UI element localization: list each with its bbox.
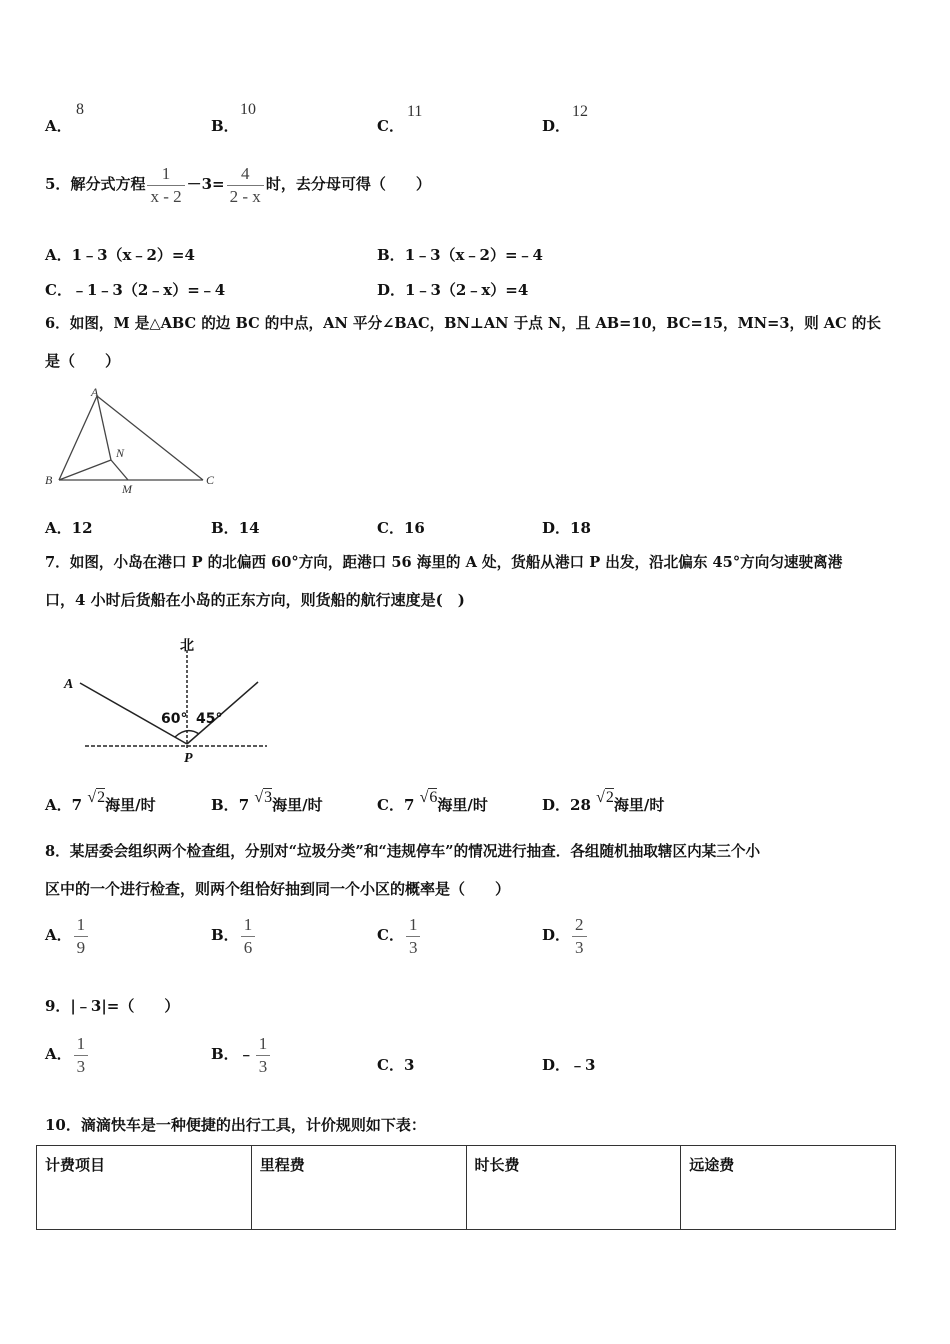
label-b: B bbox=[45, 473, 53, 487]
radicand: 6 bbox=[429, 789, 438, 806]
q9-option-c bbox=[377, 1055, 414, 1075]
q7-line-2: 口，4 小时后货船在小岛的正东方向，则货船的航行速度是( ) bbox=[45, 591, 465, 609]
q4-option-c-value: 11 bbox=[407, 103, 423, 120]
q6-line-1: 6．如图，M 是△ABC 的边 BC 的中点，AN 平分∠BAC，BN⊥AN 于点 N，且 AB=10，BC=15，MN=3，则 AC 的长 bbox=[45, 315, 881, 332]
q4-option-a-value: 8 bbox=[76, 101, 84, 118]
option-label: B． bbox=[211, 926, 239, 944]
sqrt-icon: √6 bbox=[419, 789, 438, 806]
option-text: 16 bbox=[403, 519, 425, 537]
denominator: x - 2 bbox=[147, 185, 184, 208]
q8-line-2: 区中的一个进行检查，则两个组恰好抽到同一个小区的概率是（ ） bbox=[45, 880, 511, 898]
unit: 海里/时 bbox=[105, 796, 156, 814]
option-label: C． bbox=[45, 281, 72, 299]
option-label: A． bbox=[45, 1045, 72, 1063]
option-label: A． bbox=[45, 519, 72, 537]
fraction bbox=[572, 914, 587, 959]
radicand: 2 bbox=[97, 789, 106, 806]
denominator: 9 bbox=[74, 936, 89, 959]
question-text: －3= bbox=[186, 175, 225, 193]
option-text: ﹣3 bbox=[570, 1056, 596, 1074]
fraction bbox=[227, 163, 264, 208]
option-label: D． bbox=[542, 1056, 571, 1074]
numerator: 1 bbox=[408, 914, 418, 934]
option-label: C． bbox=[377, 796, 404, 814]
table-header-cell: 计费项目 bbox=[37, 1146, 252, 1230]
sqrt-icon: √2 bbox=[87, 789, 106, 806]
q9-option-b bbox=[211, 1031, 272, 1078]
denominator: 6 bbox=[241, 936, 256, 959]
q9-option-d bbox=[542, 1055, 595, 1075]
option-label: A． bbox=[45, 117, 72, 135]
numerator: 1 bbox=[258, 1033, 268, 1053]
q5-question bbox=[45, 162, 431, 208]
option-label: A． bbox=[45, 246, 72, 264]
option-text: 1﹣3（x﹣2）=﹣4 bbox=[404, 246, 543, 264]
fraction bbox=[147, 163, 184, 208]
label-n: N bbox=[116, 446, 125, 460]
label-north: 北 bbox=[180, 638, 194, 654]
q4-option-a bbox=[45, 116, 72, 136]
table-header-row bbox=[37, 1146, 896, 1230]
option-label: C． bbox=[377, 1056, 404, 1074]
q4-option-b-value: 10 bbox=[240, 101, 256, 118]
unit: 海里/时 bbox=[272, 796, 323, 814]
radicand: 2 bbox=[605, 789, 614, 806]
triangle-figure bbox=[40, 385, 220, 500]
option-label: A． bbox=[45, 796, 72, 814]
unit: 海里/时 bbox=[437, 796, 488, 814]
bearing-figure bbox=[55, 630, 275, 770]
option-text: 1﹣3（2﹣x）=4 bbox=[405, 281, 529, 299]
q8-option-a bbox=[45, 912, 90, 959]
numerator: 4 bbox=[240, 163, 250, 183]
q6-option-c bbox=[377, 518, 425, 538]
denominator: 3 bbox=[256, 1055, 271, 1078]
option-label: B． bbox=[211, 519, 239, 537]
q5-option-c bbox=[45, 280, 225, 300]
table-header-cell: 里程费 bbox=[251, 1146, 466, 1230]
numerator: 1 bbox=[76, 1033, 86, 1053]
angle-60: 60° bbox=[161, 711, 188, 727]
numerator: 2 bbox=[575, 914, 584, 934]
unit: 海里/时 bbox=[613, 796, 665, 814]
option-label: B． bbox=[377, 246, 405, 264]
option-label: B． bbox=[211, 117, 239, 135]
numerator: 1 bbox=[76, 914, 86, 934]
angle-45: 45° bbox=[196, 711, 223, 727]
q6-line-2: 是（ ） bbox=[45, 352, 121, 370]
denominator: 2 - x bbox=[227, 185, 264, 208]
numerator: 1 bbox=[243, 914, 253, 934]
question-number: 5． bbox=[45, 175, 71, 193]
option-label: B． bbox=[211, 1045, 239, 1063]
option-text: ﹣1﹣3（2﹣x）=﹣4 bbox=[71, 281, 226, 299]
question-text: 解分式方程 bbox=[70, 175, 146, 193]
q7-option-a bbox=[45, 789, 156, 816]
coefficient: 7 bbox=[238, 796, 250, 814]
q10-question: 10．滴滴快车是一种便捷的出行工具，计价规则如下表： bbox=[45, 1116, 426, 1134]
denominator: 3 bbox=[572, 936, 587, 959]
sqrt-icon: √3 bbox=[254, 789, 273, 806]
q6-option-d bbox=[542, 518, 591, 538]
option-text: 14 bbox=[238, 519, 260, 537]
option-label: B． bbox=[211, 796, 239, 814]
label-a: A bbox=[64, 677, 74, 692]
fraction bbox=[256, 1033, 271, 1078]
q6-option-b bbox=[211, 518, 260, 538]
coefficient: 7 bbox=[71, 796, 83, 814]
option-text: 3 bbox=[403, 1056, 415, 1074]
coefficient: 7 bbox=[403, 796, 415, 814]
fraction bbox=[406, 914, 421, 959]
option-text: 1﹣3（x﹣2）=4 bbox=[71, 246, 195, 264]
q7-line-1: 7．如图，小岛在港口 P 的北偏西 60°方向，距港口 56 海里的 A 处，货船从港口 P 出发，沿北偏东 45°方向匀速驶离港 bbox=[45, 554, 843, 571]
q9-question: 9．|﹣3|=（ ） bbox=[45, 997, 180, 1015]
q8-option-d bbox=[542, 912, 589, 959]
denominator: 3 bbox=[406, 936, 421, 959]
label-a: A bbox=[91, 385, 99, 399]
option-label: D． bbox=[542, 519, 571, 537]
fraction bbox=[74, 1033, 89, 1078]
denominator: 3 bbox=[74, 1055, 89, 1078]
question-text: 时，去分母可得（ ） bbox=[265, 175, 431, 193]
q5-option-a bbox=[45, 245, 195, 265]
q9-option-a bbox=[45, 1031, 90, 1078]
label-m: M bbox=[122, 482, 132, 496]
option-label: C． bbox=[377, 117, 404, 135]
option-text: 12 bbox=[71, 519, 93, 537]
q4-option-b bbox=[211, 116, 239, 136]
option-label: D． bbox=[542, 926, 571, 944]
q8-option-c bbox=[377, 912, 422, 959]
option-label: D． bbox=[377, 281, 406, 299]
option-label: C． bbox=[377, 926, 404, 944]
q7-option-d bbox=[542, 789, 665, 816]
q6-option-a bbox=[45, 518, 93, 538]
pricing-table bbox=[36, 1145, 896, 1230]
q4-option-d bbox=[542, 116, 570, 136]
sqrt-icon: √2 bbox=[596, 789, 614, 806]
minus-sign: ﹣ bbox=[238, 1045, 254, 1063]
label-c: C bbox=[206, 473, 215, 487]
option-label: C． bbox=[377, 519, 404, 537]
coefficient: 28 bbox=[570, 796, 591, 814]
numerator: 1 bbox=[161, 163, 171, 183]
fraction bbox=[74, 914, 89, 959]
option-label: D． bbox=[542, 117, 571, 135]
label-p: P bbox=[184, 751, 193, 766]
table-header-cell: 远途费 bbox=[681, 1146, 896, 1230]
q7-option-c bbox=[377, 789, 488, 816]
fraction bbox=[241, 914, 256, 959]
q8-line-1: 8．某居委会组织两个检查组，分别对“垃圾分类”和“违规停车”的情况进行抽查．各组随机抽取辖区内某三个小 bbox=[45, 843, 761, 860]
q5-option-b bbox=[377, 245, 543, 265]
q7-option-b bbox=[211, 789, 323, 816]
q8-option-b bbox=[211, 912, 257, 959]
option-text: 18 bbox=[570, 519, 591, 537]
q5-option-d bbox=[377, 280, 528, 300]
q4-option-c bbox=[377, 116, 404, 136]
option-label: A． bbox=[45, 926, 72, 944]
radicand: 3 bbox=[264, 789, 273, 806]
table-header-cell: 时长费 bbox=[466, 1146, 681, 1230]
q4-option-d-value: 12 bbox=[572, 103, 588, 120]
option-label: D． bbox=[542, 796, 571, 814]
